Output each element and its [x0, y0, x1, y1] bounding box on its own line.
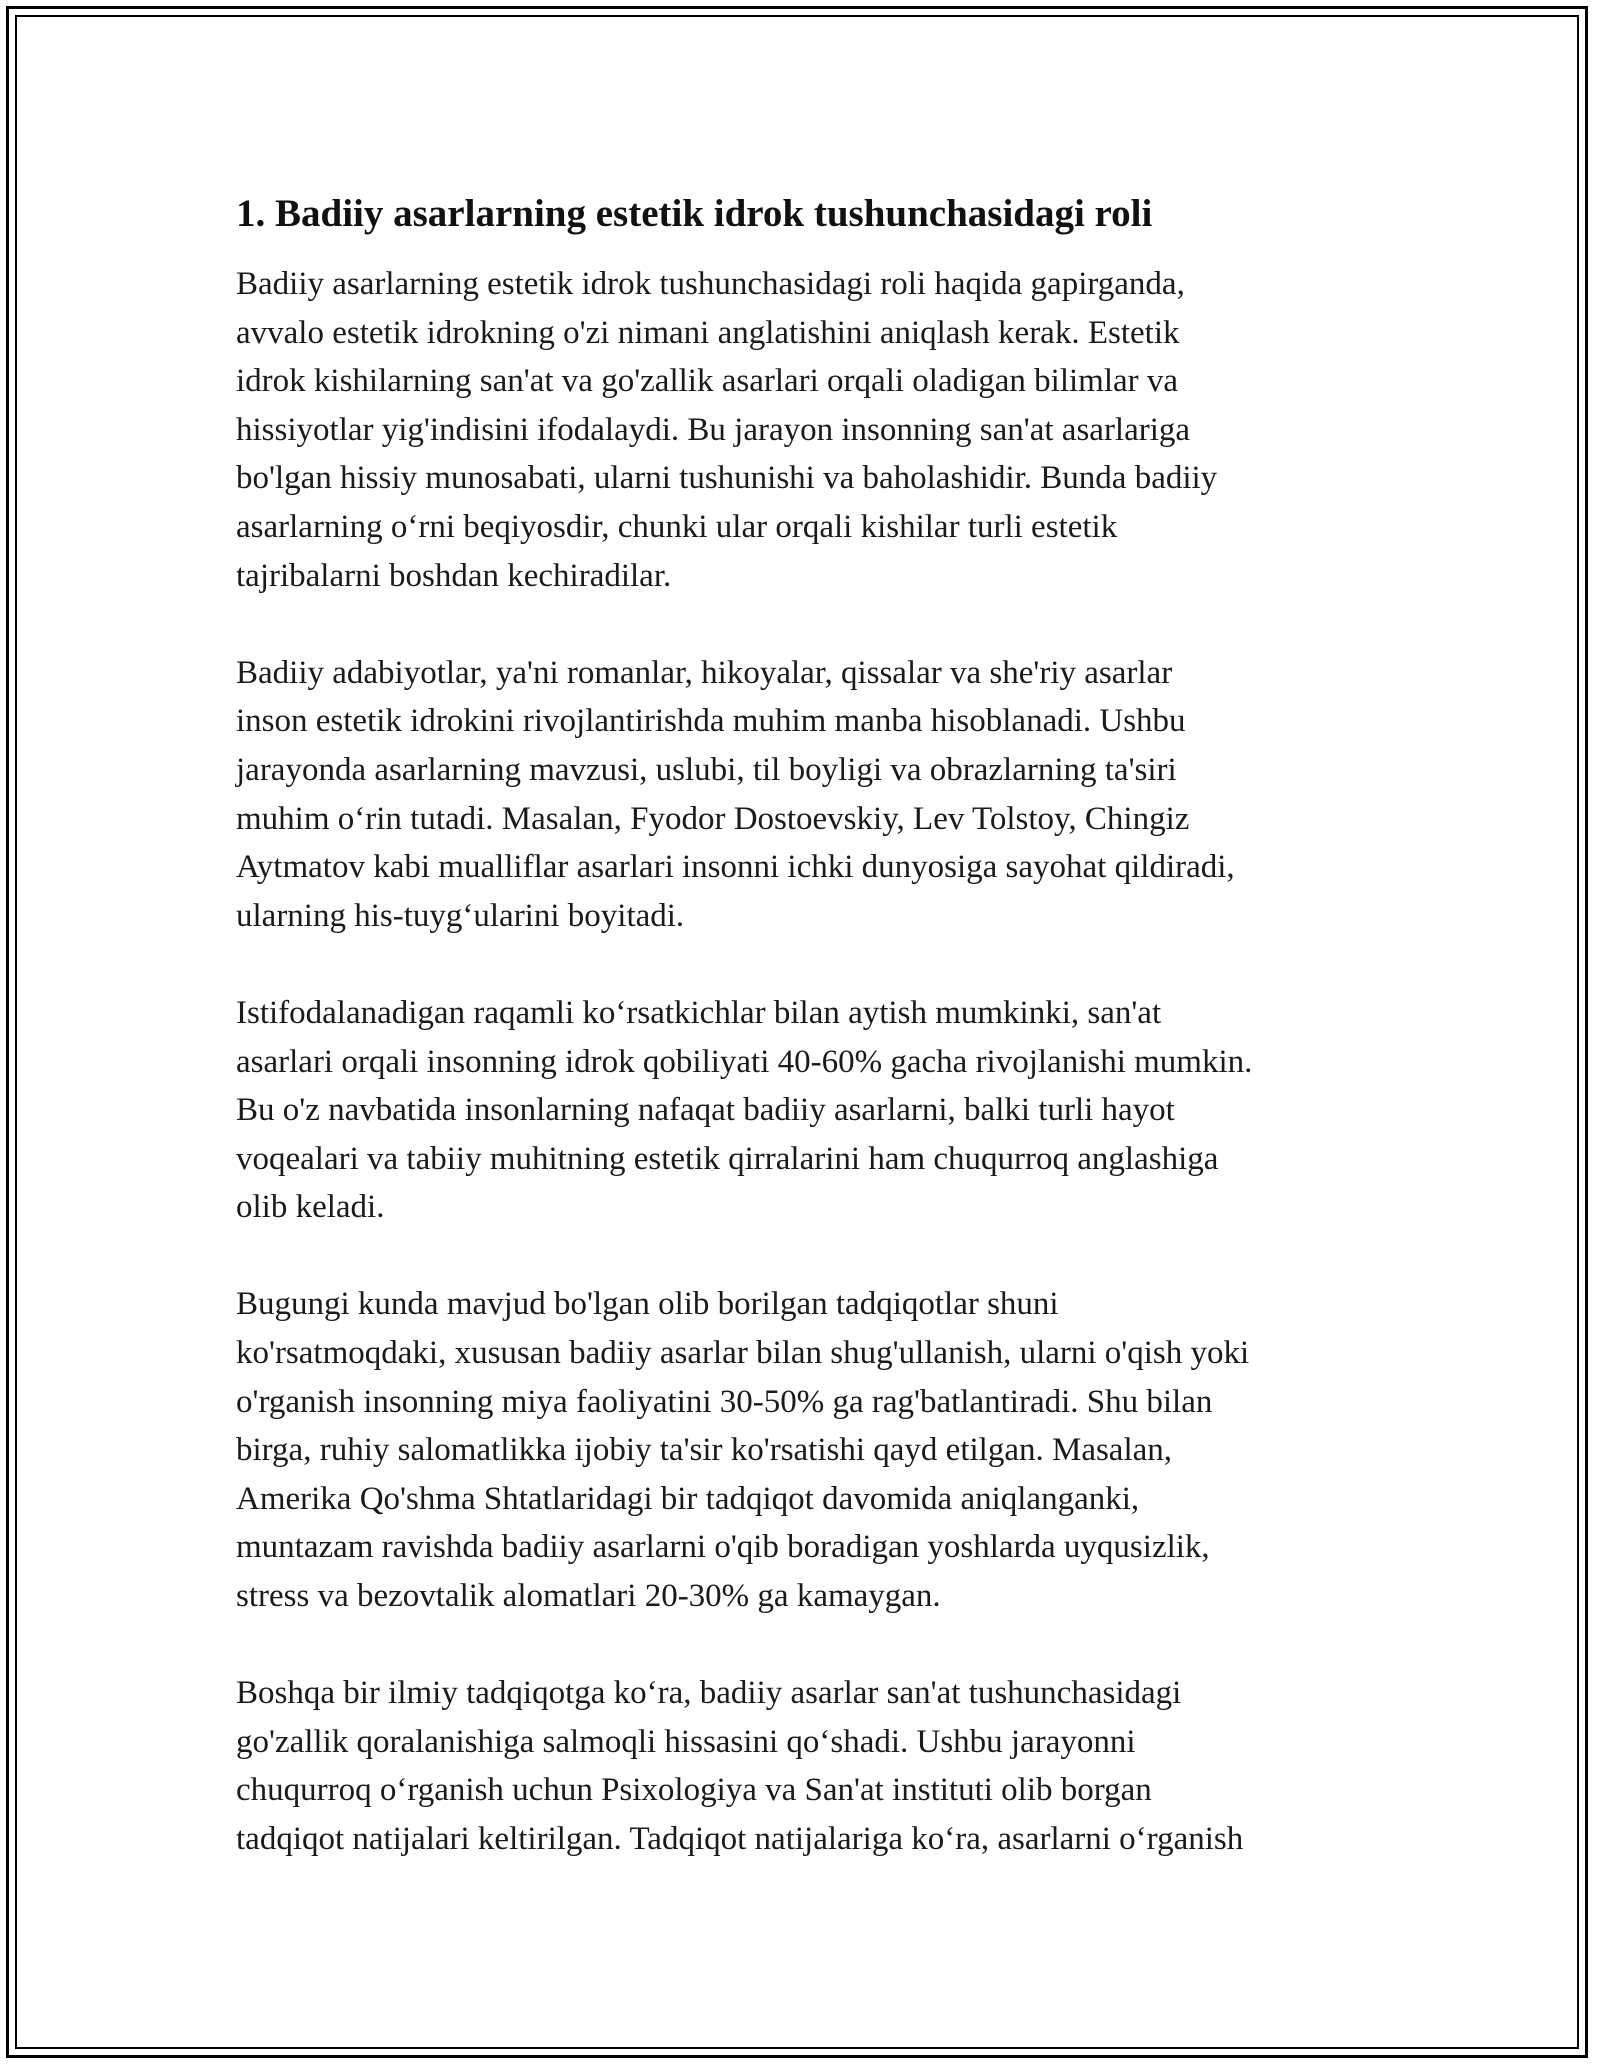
- text-line: ko'rsatmoqdaki, xususan badiiy asarlar bilan shug'ullanish, ularni o'qish yoki: [236, 1335, 1250, 1372]
- text-line: Amerika Qo'shma Shtatlaridagi bir tadqiqot davomida aniqlanganki,: [236, 1480, 1140, 1517]
- text-line: voqealari va tabiiy muhitning estetik qirralarini ham chuqurroq anglashiga: [236, 1140, 1219, 1177]
- text-line: Istifodalanadigan raqamli koʻrsatkichlar bilan aytish mumkinki, san'at: [236, 994, 1162, 1031]
- text-line: hissiyotlar yig'indisini ifodalaydi. Bu jarayon insonning san'at asarlariga: [236, 411, 1191, 448]
- text-line: ularning his-tuygʻularini boyitadi.: [236, 897, 685, 934]
- text-line: Boshqa bir ilmiy tadqiqotga koʻra, badiiy asarlar san'at tushunchasidagi: [236, 1675, 1182, 1712]
- paragraph-2: [236, 649, 1376, 941]
- paragraph-3: [236, 989, 1376, 1232]
- text-line: muhim oʻrin tutadi. Masalan, Fyodor Dostoevskiy, Lev Tolstoy, Chingiz: [236, 800, 1190, 837]
- text-line: jarayonda asarlarning mavzusi, uslubi, til boyligi va obrazlarning ta'siri: [236, 751, 1177, 788]
- text-line: birga, ruhiy salomatlikka ijobiy ta'sir ko'rsatishi qayd etilgan. Masalan,: [236, 1432, 1173, 1469]
- text-line: tajribalarni boshdan kechiradilar.: [236, 557, 672, 594]
- text-line: Aytmatov kabi mualliflar asarlari insonni ichki dunyosiga sayohat qildiradi,: [236, 849, 1235, 886]
- text-line: asarlari orqali insonning idrok qobiliyati 40-60% gacha rivojlanishi mumkin.: [236, 1043, 1253, 1080]
- text-line: stress va bezovtalik alomatlari 20-30% ga kamaygan.: [236, 1578, 941, 1615]
- text-line: idrok kishilarning san'at va go'zallik asarlari orqali oladigan bilimlar va: [236, 363, 1179, 400]
- document-body: [236, 186, 1376, 1912]
- text-line: chuqurroq oʻrganish uchun Psixologiya va San'at instituti olib borgan: [236, 1772, 1152, 1809]
- text-line: asarlarning oʻrni beqiyosdir, chunki ular orqali kishilar turli estetik: [236, 508, 1118, 545]
- text-line: go'zallik qoralanishiga salmoqli hissasini qoʻshadi. Ushbu jarayonni: [236, 1723, 1136, 1760]
- section-heading: 1. Badiiy asarlarning estetik idrok tushunchasidagi roli: [236, 192, 1153, 235]
- text-line: Bugungi kunda mavjud bo'lgan olib borilgan tadqiqotlar shuni: [236, 1286, 1059, 1323]
- text-line: Badiiy asarlarning estetik idrok tushunchasidagi roli haqida gapirganda,: [236, 266, 1185, 302]
- text-line: Badiiy adabiyotlar, ya'ni romanlar, hikoyalar, qissalar va she'riy asarlar: [236, 654, 1173, 691]
- paragraph-5: [236, 1669, 1376, 1863]
- text-line: tadqiqot natijalari keltirilgan. Tadqiqot natijalariga koʻra, asarlarni oʻrganish: [236, 1821, 1244, 1857]
- text-line: bo'lgan hissiy munosabati, ularni tushunishi va baholashidir. Bunda badiiy: [236, 460, 1218, 497]
- text-line: Bu o'z navbatida insonlarning nafaqat badiiy asarlarni, balki turli hayot: [236, 1092, 1175, 1129]
- text-line: inson estetik idrokini rivojlantirishda muhim manba hisoblanadi. Ushbu: [236, 703, 1186, 740]
- text-line: avvalo estetik idrokning o'zi nimani anglatishini aniqlash kerak. Estetik: [236, 314, 1180, 351]
- text-line: o'rganish insonning miya faoliyatini 30-50% ga rag'batlantiradi. Shu bilan: [236, 1383, 1213, 1420]
- text-line: olib keladi.: [236, 1189, 385, 1226]
- paragraph-1: [236, 260, 1376, 600]
- paragraph-4: [236, 1280, 1376, 1620]
- text-line: muntazam ravishda badiiy asarlarni o'qib boradigan yoshlarda uyqusizlik,: [236, 1529, 1210, 1566]
